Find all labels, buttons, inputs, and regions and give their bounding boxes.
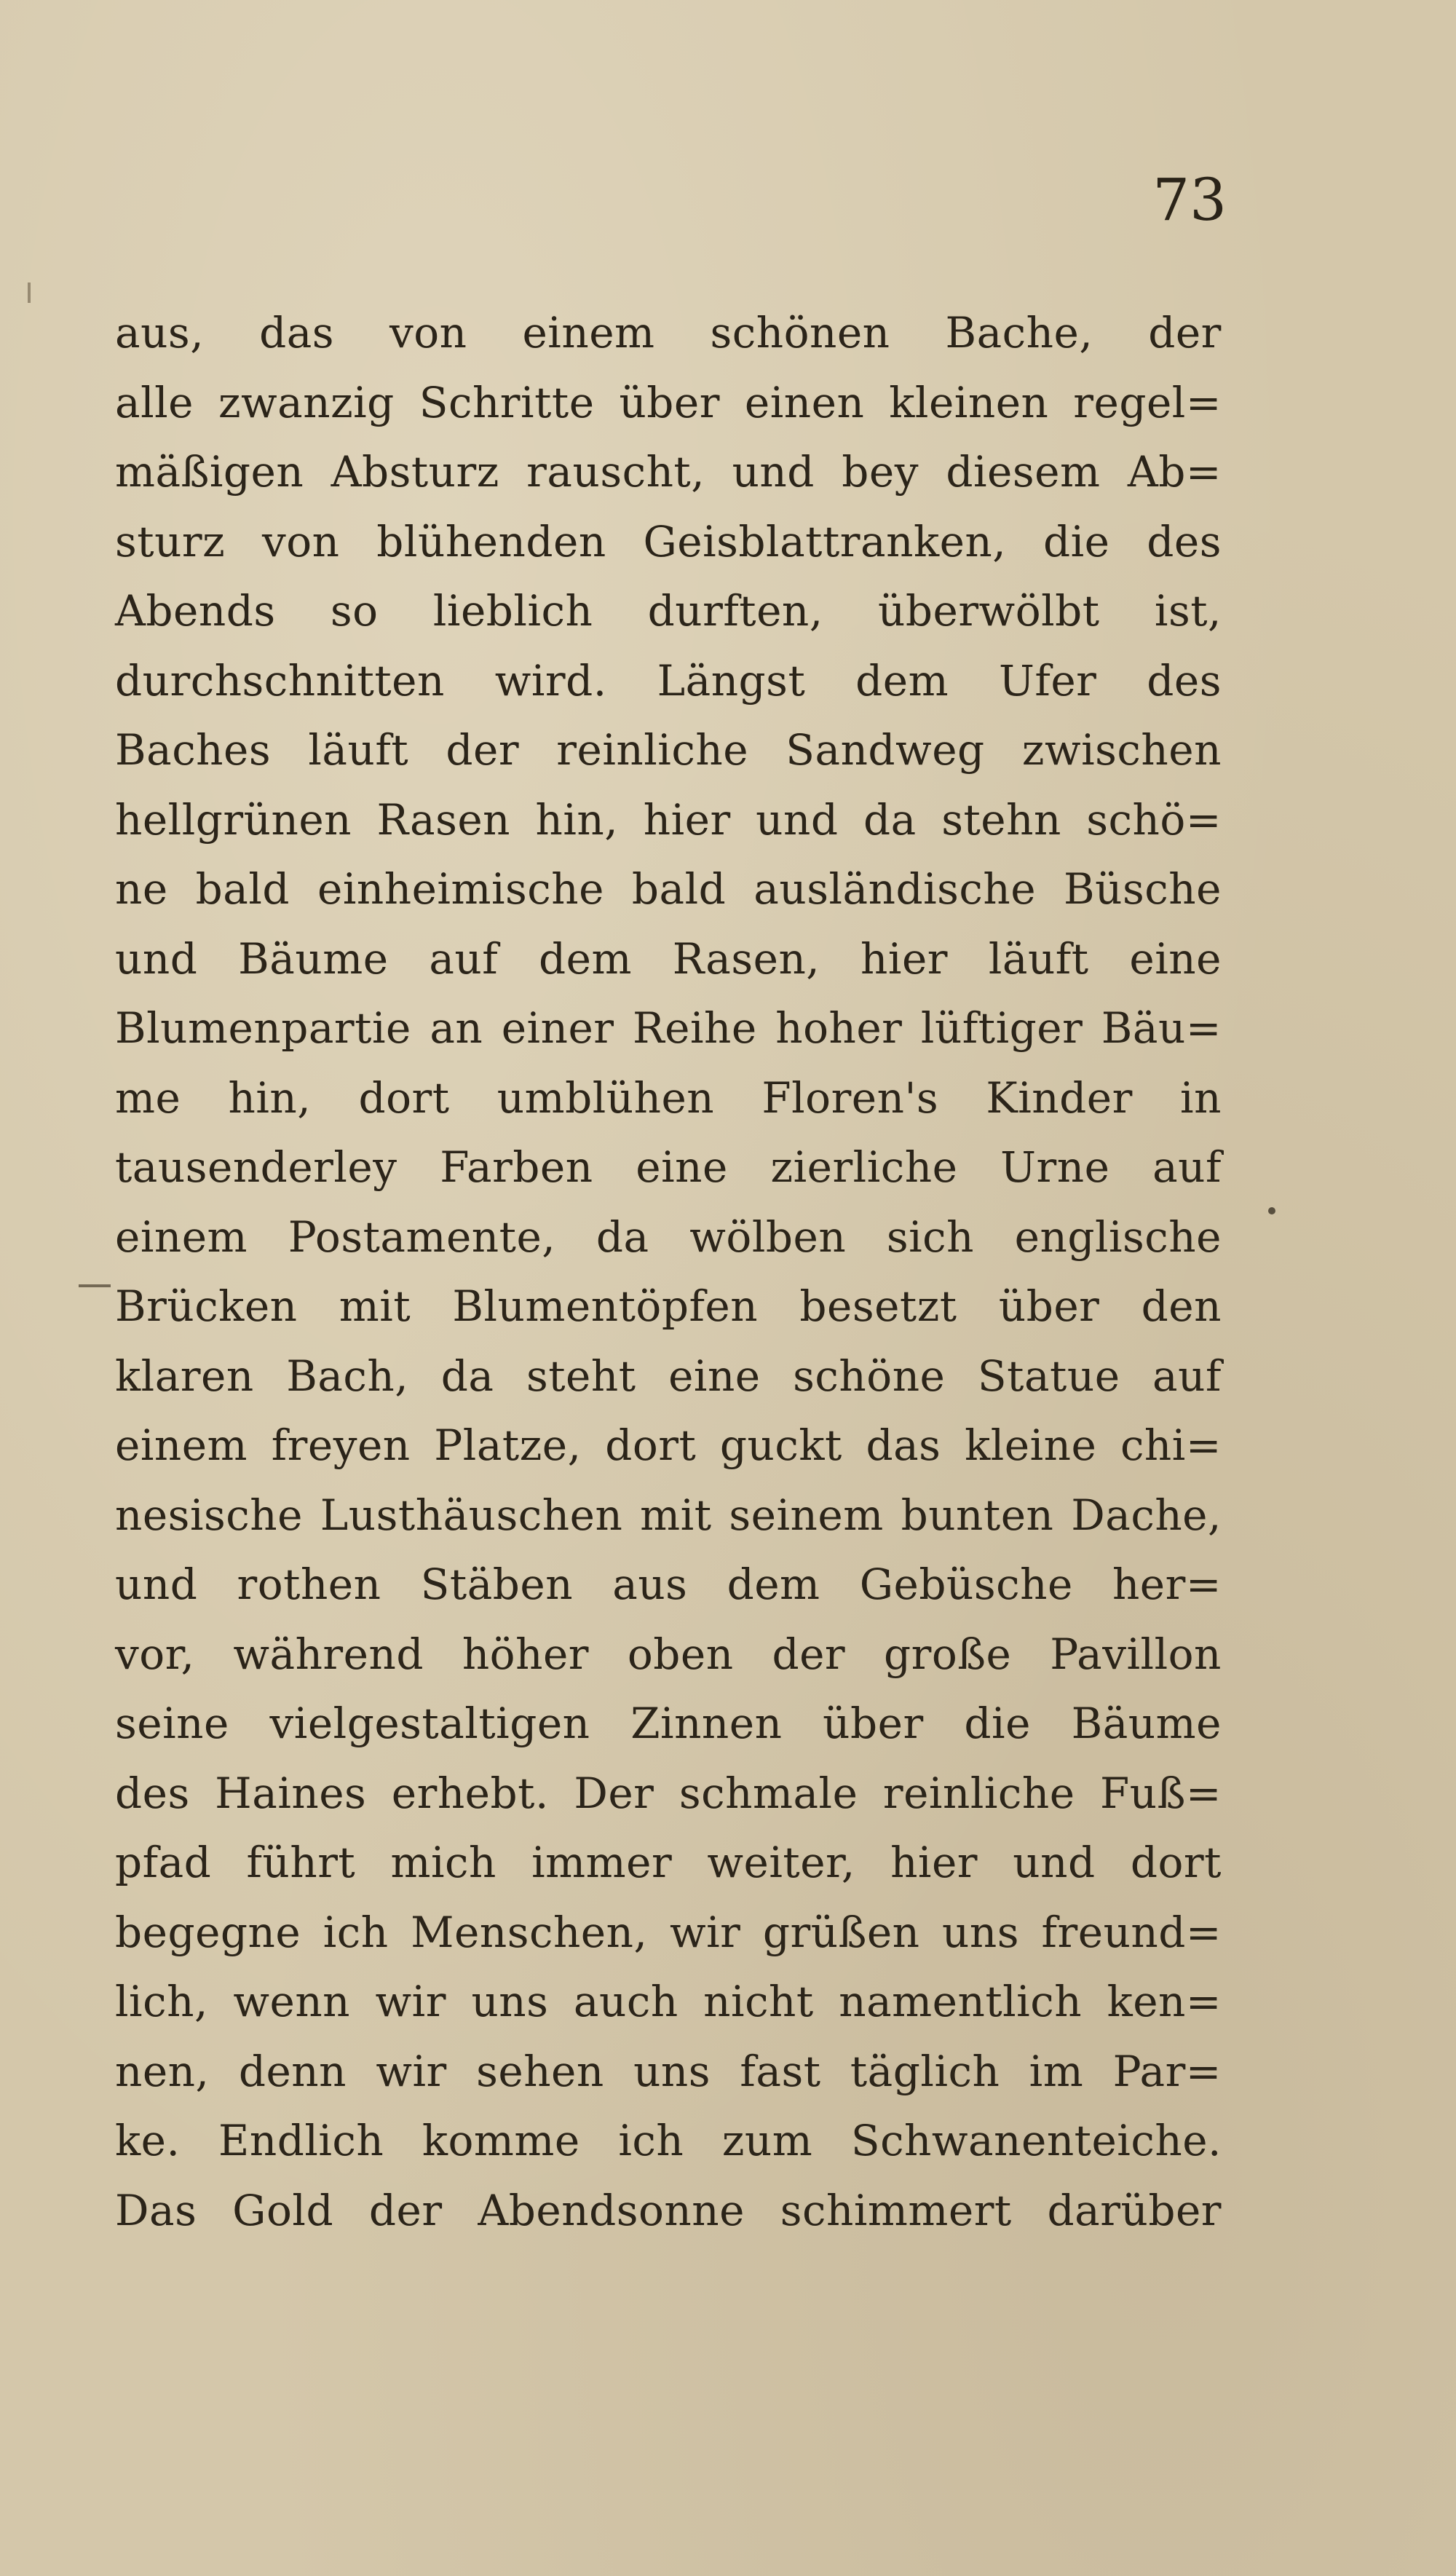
text-line: me hin, dort umblühen Floren's Kinder in — [115, 1072, 1222, 1123]
text-line: und Bäume auf dem Rasen, hier läuft eine — [115, 933, 1222, 984]
margin-mark — [28, 283, 31, 303]
text-line: Abends so lieblich durften, überwölbt ist, — [115, 586, 1222, 636]
text-line: ne bald einheimische bald ausländische Büsche — [115, 864, 1222, 914]
text-line: tausenderley Farben eine zierliche Urne auf — [115, 1142, 1222, 1192]
text-line: hellgrünen Rasen hin, hier und da stehn schö= — [115, 794, 1222, 845]
text-line: vor, während höher oben der große Pavillon — [115, 1629, 1222, 1679]
text-line: seine vielgestaltigen Zinnen über die Bäume — [115, 1699, 1222, 1748]
text-line: und rothen Stäben aus dem Gebüsche her= — [115, 1560, 1222, 1609]
page-number: 73 — [1152, 166, 1227, 234]
body-text — [115, 299, 1222, 2245]
text-line: Blumenpartie an einer Reihe hoher lüftiger Bäu= — [115, 1003, 1222, 1053]
text-line: nesische Lusthäuschen mit seinem bunten Dache, — [115, 1490, 1222, 1540]
text-line: begegne ich Menschen, wir grüßen uns freund= — [115, 1907, 1222, 1957]
text-line: aus, das von einem schönen Bache, der — [115, 308, 1222, 357]
margin-dash-mark — [79, 1284, 111, 1287]
text-line: ke. Endlich komme ich zum Schwanenteiche. — [115, 2116, 1222, 2165]
text-line: Baches läuft der reinliche Sandweg zwischen — [115, 725, 1222, 775]
margin-dot-mark — [1268, 1207, 1275, 1214]
text-line: Das Gold der Abendsonne schimmert darüber — [115, 2185, 1222, 2235]
text-line: lich, wenn wir uns auch nicht namentlich ken= — [115, 1977, 1222, 2026]
text-line: Brücken mit Blumentöpfen besetzt über den — [115, 1281, 1222, 1331]
text-line: des Haines erhebt. Der schmale reinliche Fuß= — [115, 1768, 1222, 1818]
text-line: sturz von blühenden Geisblattranken, die des — [115, 516, 1222, 566]
text-line: einem freyen Platze, dort guckt das kleine chi= — [115, 1421, 1222, 1470]
text-line: klaren Bach, da steht eine schöne Statue auf — [115, 1351, 1222, 1401]
text-line: durchschnitten wird. Längst dem Ufer des — [115, 655, 1222, 706]
text-line: nen, denn wir sehen uns fast täglich im Par= — [115, 2046, 1222, 2096]
text-line: pfad führt mich immer weiter, hier und dort — [115, 1838, 1222, 1887]
text-line: einem Postamente, da wölben sich englische — [115, 1212, 1222, 1262]
text-line: alle zwanzig Schritte über einen kleinen regel= — [115, 377, 1222, 427]
text-line: mäßigen Absturz rauscht, und bey diesem Ab= — [115, 447, 1222, 497]
